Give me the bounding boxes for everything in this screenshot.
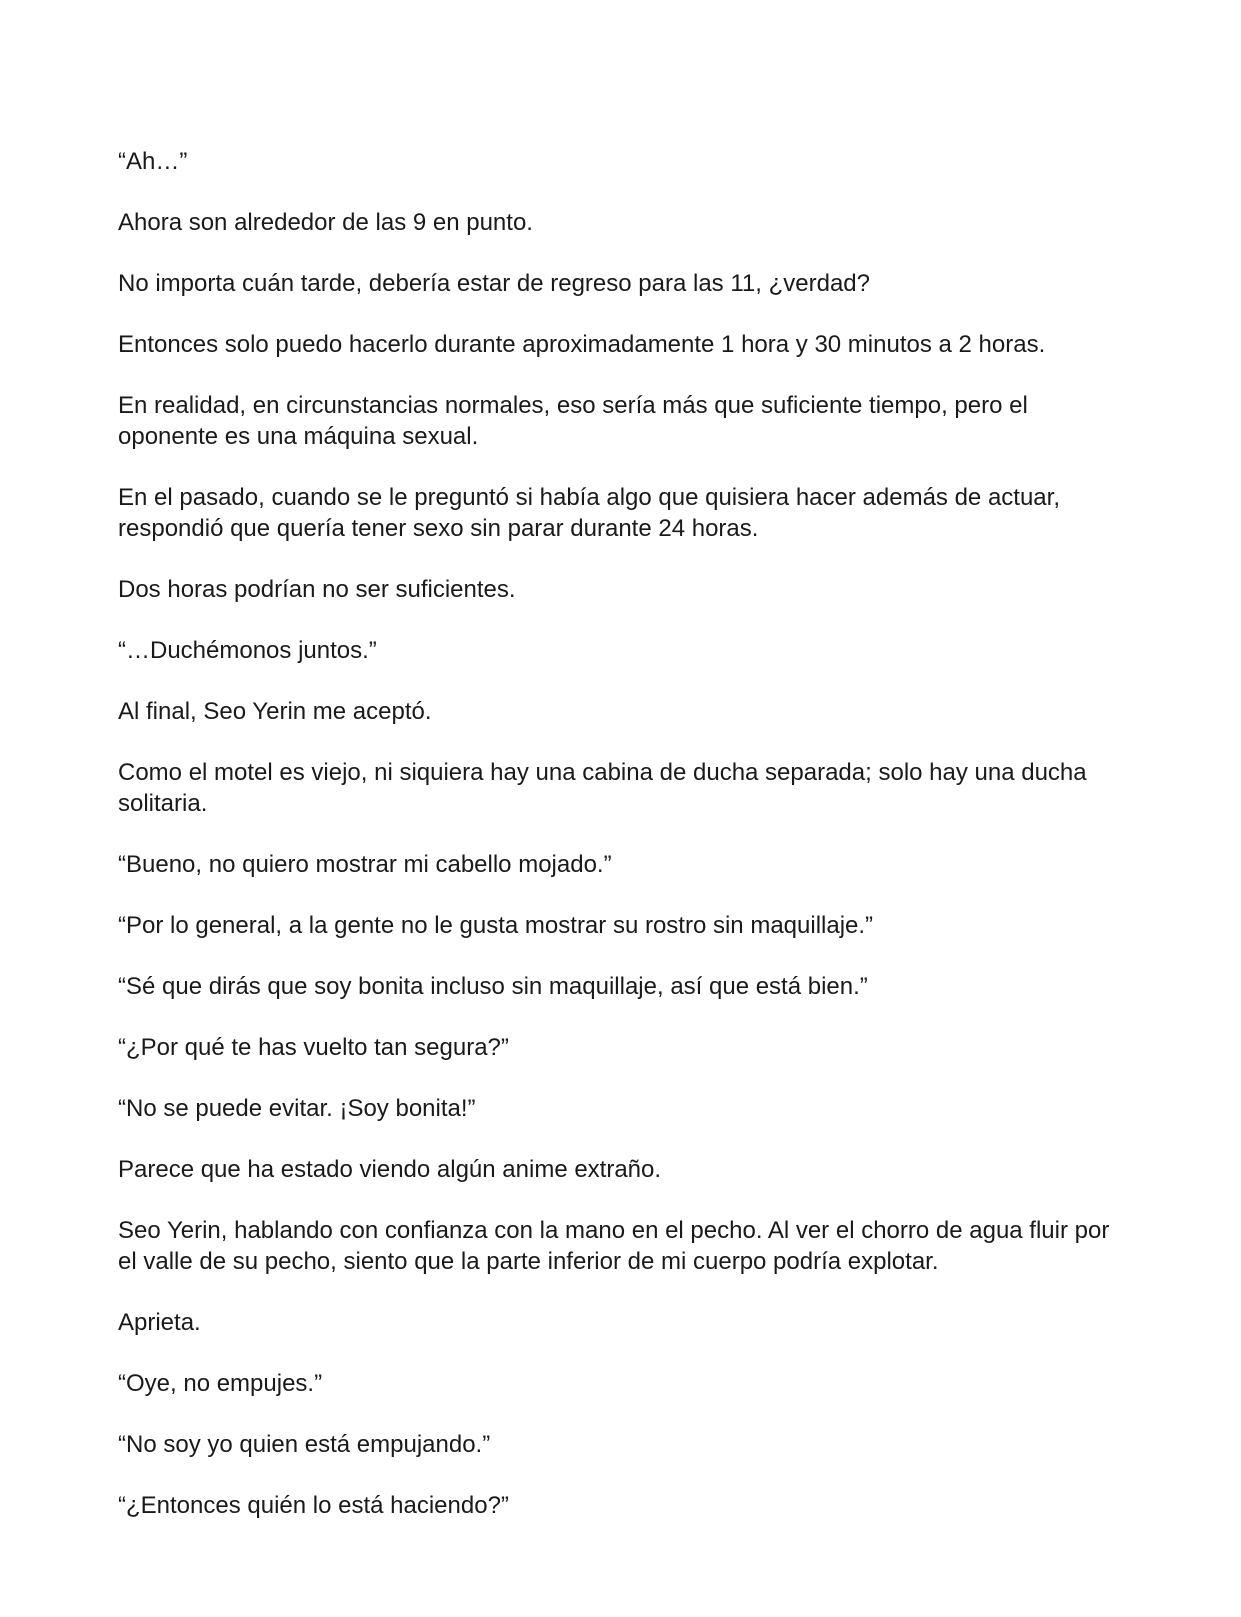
paragraph-7: Dos horas podrían no ser suficientes.: [118, 576, 516, 603]
paragraph-15: “No se puede evitar. ¡Soy bonita!”: [118, 1095, 476, 1122]
paragraph-9: Al final, Seo Yerin me aceptó.: [118, 698, 432, 725]
paragraph-17: Seo Yerin, hablando con confianza con la mano en el pecho. Al ver el chorro de agua fluir por el valle de su pecho, siento que la parte inferior de mi cuerpo podría explotar.: [118, 1217, 1110, 1275]
paragraph-12: “Por lo general, a la gente no le gusta mostrar su rostro sin maquillaje.”: [118, 912, 874, 939]
paragraph-3: No importa cuán tarde, debería estar de regreso para las 11, ¿verdad?: [118, 270, 870, 297]
paragraph-6: En el pasado, cuando se le preguntó si había algo que quisiera hacer además de actuar, respondió que quería tener sexo sin parar durante 24 horas.: [118, 484, 1060, 542]
paragraph-14: “¿Por qué te has vuelto tan segura?”: [118, 1034, 509, 1061]
paragraph-13: “Sé que dirás que soy bonita incluso sin maquillaje, así que está bien.”: [118, 973, 868, 1000]
document-text-body: [118, 146, 1128, 1551]
paragraph-11: “Bueno, no quiero mostrar mi cabello mojado.”: [118, 851, 612, 878]
paragraph-16: Parece que ha estado viendo algún anime extraño.: [118, 1156, 662, 1183]
paragraph-4: Entonces solo puedo hacerlo durante aproximadamente 1 hora y 30 minutos a 2 horas.: [118, 331, 1046, 358]
paragraph-8: “…Duchémonos juntos.”: [118, 637, 377, 664]
paragraph-20: “No soy yo quien está empujando.”: [118, 1431, 491, 1458]
paragraph-18: Aprieta.: [118, 1309, 201, 1336]
paragraph-10: Como el motel es viejo, ni siquiera hay una cabina de ducha separada; solo hay una ducha solitaria.: [118, 759, 1087, 817]
paragraph-5: En realidad, en circunstancias normales, eso sería más que suficiente tiempo, pero el oponente es una máquina sexual.: [118, 392, 1028, 450]
paragraph-19: “Oye, no empujes.”: [118, 1370, 323, 1397]
paragraph-1: “Ah…”: [118, 148, 188, 175]
paragraph-2: Ahora son alrededor de las 9 en punto.: [118, 209, 533, 236]
paragraph-21: “¿Entonces quién lo está haciendo?”: [118, 1492, 509, 1519]
